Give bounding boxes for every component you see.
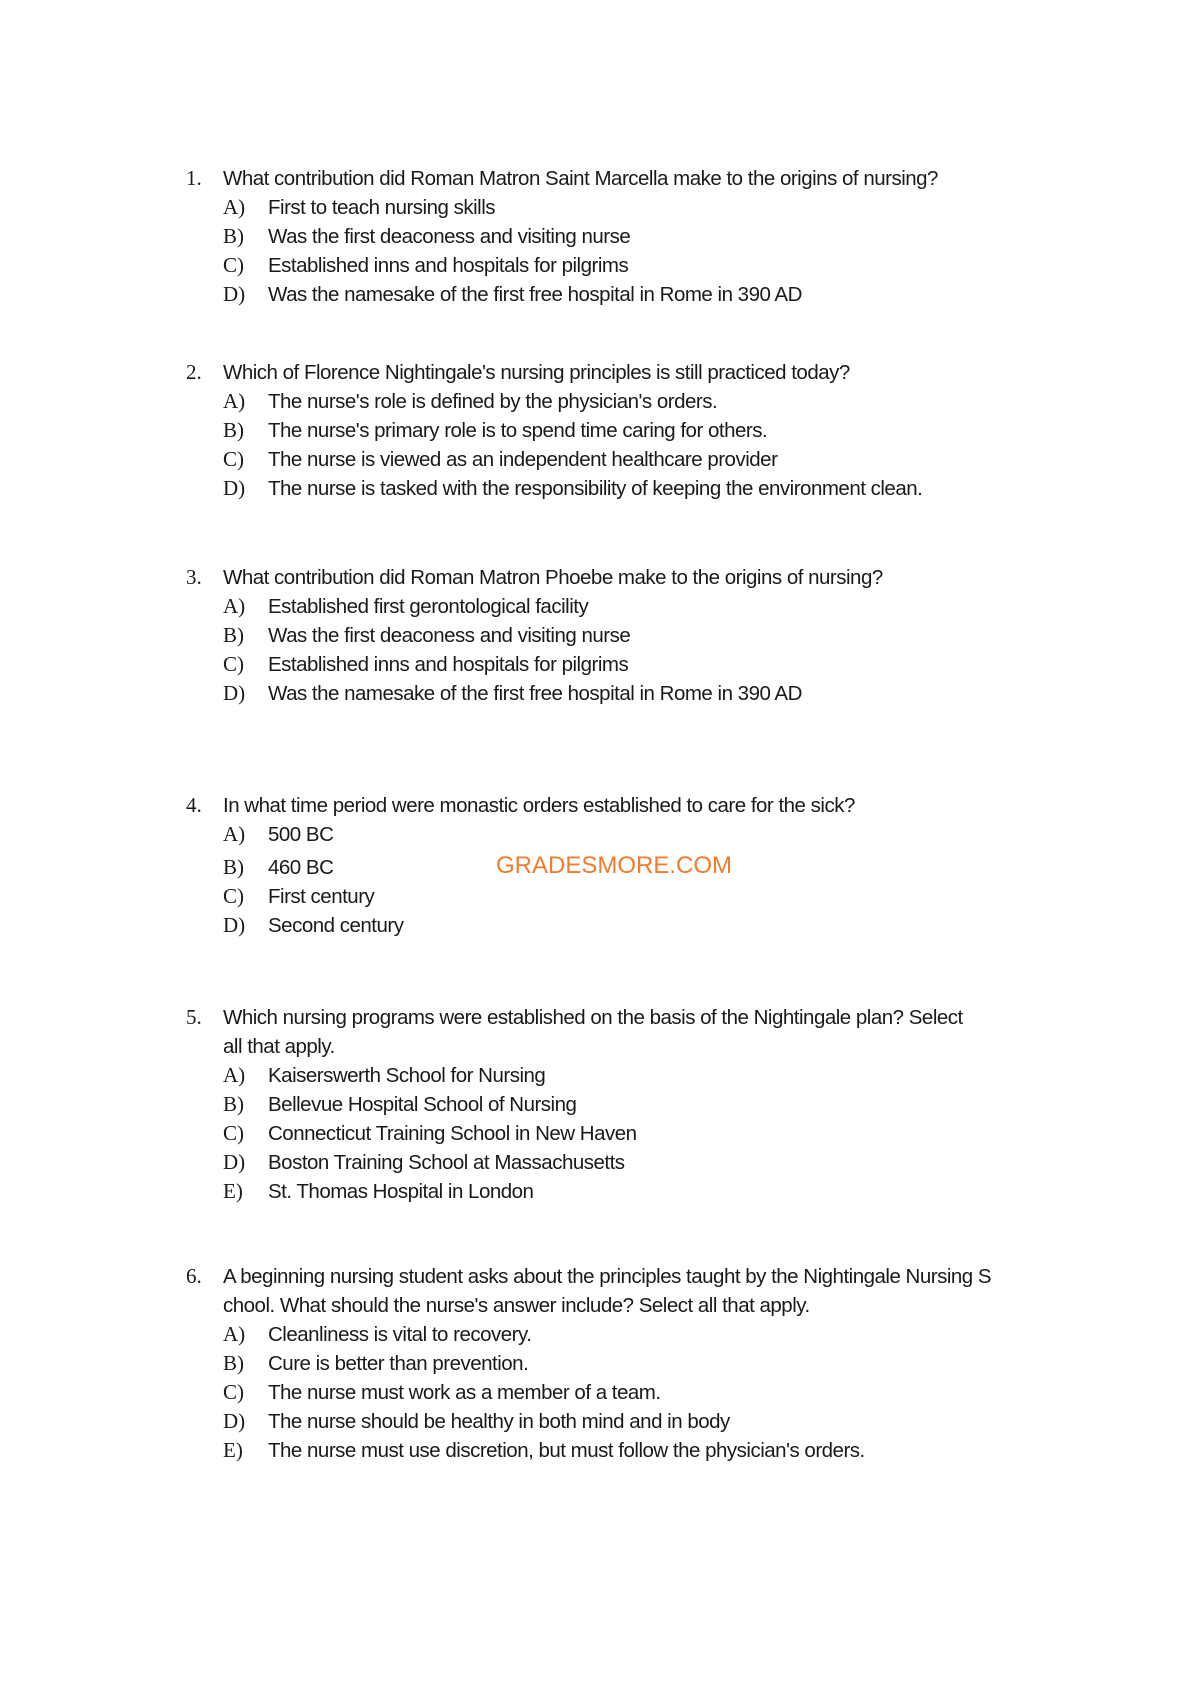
option-letter: B) — [223, 1092, 244, 1116]
question-stem — [186, 791, 1086, 820]
question-number: 5. — [186, 1005, 202, 1029]
option-letter: A) — [223, 389, 246, 413]
option — [186, 1090, 1086, 1119]
option — [186, 387, 1086, 416]
option — [186, 882, 1086, 911]
question-text: What contribution did Roman Matron Saint Marcella make to the origins of nursing? — [223, 167, 938, 190]
option-list — [186, 820, 1086, 940]
option — [186, 1436, 1086, 1465]
question-text: What contribution did Roman Matron Phoebe make to the origins of nursing? — [223, 566, 883, 589]
option-text: Cure is better than prevention. — [268, 1352, 529, 1375]
option-letter: A) — [223, 822, 246, 846]
option-text: Was the namesake of the first free hospital in Rome in 390 AD — [268, 682, 802, 705]
option-letter: D) — [223, 476, 246, 500]
option — [186, 592, 1086, 621]
option — [186, 1061, 1086, 1090]
option-letter: C) — [223, 1380, 244, 1404]
option — [186, 1119, 1086, 1148]
question-stem — [186, 358, 1086, 387]
question-1 — [186, 164, 1086, 309]
option-letter: C) — [223, 1121, 244, 1145]
option-text: 500 BC — [268, 823, 334, 846]
question-text: A beginning nursing student asks about the principles taught by the Nightingale Nursing S chool. What should the nurse's answer include? Select all that apply. — [223, 1265, 992, 1317]
question-5 — [186, 1003, 1086, 1206]
option-letter: D) — [223, 282, 246, 306]
option-text: First century — [268, 885, 375, 908]
option-list — [186, 193, 1086, 309]
question-number: 4. — [186, 793, 202, 817]
option — [186, 474, 1086, 503]
option — [186, 251, 1086, 280]
option-letter: D) — [223, 1150, 246, 1174]
option — [186, 280, 1086, 309]
option — [186, 650, 1086, 679]
option-letter: C) — [223, 447, 244, 471]
option-text: The nurse's role is defined by the physician's orders. — [268, 390, 718, 413]
option-text: The nurse is viewed as an independent healthcare provider — [268, 448, 778, 471]
option-text: Was the namesake of the first free hospital in Rome in 390 AD — [268, 283, 802, 306]
option-letter: B) — [223, 623, 244, 647]
option-text: The nurse's primary role is to spend time caring for others. — [268, 419, 768, 442]
option — [186, 911, 1086, 940]
question-text: In what time period were monastic orders established to care for the sick? — [223, 794, 855, 817]
option — [186, 1349, 1086, 1378]
option-letter: B) — [223, 1351, 244, 1375]
watermark: GRADESMORE.COM — [496, 852, 733, 879]
option — [186, 222, 1086, 251]
option-letter: A) — [223, 594, 246, 618]
option-list — [186, 387, 1086, 503]
option — [186, 820, 1086, 849]
option — [186, 1320, 1086, 1349]
option-text: The nurse must work as a member of a team. — [268, 1381, 661, 1404]
option-text: St. Thomas Hospital in London — [268, 1180, 534, 1203]
option-letter: B) — [223, 418, 244, 442]
option-text: Second century — [268, 914, 404, 937]
option-text: Kaiserswerth School for Nursing — [268, 1064, 546, 1087]
question-text: Which nursing programs were established on the basis of the Nightingale plan? Select all that apply. — [223, 1006, 963, 1058]
option-letter: A) — [223, 1322, 246, 1346]
question-3 — [186, 563, 1086, 708]
question-number: 1. — [186, 166, 202, 190]
option — [186, 1148, 1086, 1177]
option — [186, 445, 1086, 474]
option-letter: C) — [223, 884, 244, 908]
question-6 — [186, 1262, 1086, 1465]
question-number: 3. — [186, 565, 202, 589]
option-text: First to teach nursing skills — [268, 196, 496, 219]
option — [186, 416, 1086, 445]
option — [186, 1407, 1086, 1436]
question-2 — [186, 358, 1086, 503]
question-stem — [186, 1003, 1086, 1061]
option-text: Boston Training School at Massachusetts — [268, 1151, 625, 1174]
option-text: The nurse is tasked with the responsibility of keeping the environment clean. — [268, 477, 923, 500]
option-text: Established inns and hospitals for pilgrims — [268, 653, 629, 676]
option-letter: B) — [223, 224, 244, 248]
question-stem — [186, 164, 1086, 193]
option-letter: E) — [223, 1438, 243, 1462]
option — [186, 1177, 1086, 1206]
option-text: Established inns and hospitals for pilgrims — [268, 254, 629, 277]
option-text: Bellevue Hospital School of Nursing — [268, 1093, 577, 1116]
question-number: 6. — [186, 1264, 202, 1288]
option-list — [186, 1320, 1086, 1465]
option-letter: B) — [223, 855, 244, 879]
option-text: Was the first deaconess and visiting nurse — [268, 225, 631, 248]
option-list — [186, 592, 1086, 708]
option-text: The nurse must use discretion, but must follow the physician's orders. — [268, 1439, 865, 1462]
option-letter: A) — [223, 195, 246, 219]
option-letter: D) — [223, 913, 246, 937]
question-text: Which of Florence Nightingale's nursing principles is still practiced today? — [223, 361, 850, 384]
option — [186, 193, 1086, 222]
option-text: Was the first deaconess and visiting nurse — [268, 624, 631, 647]
question-stem — [186, 563, 1086, 592]
question-stem — [186, 1262, 1086, 1320]
option — [186, 621, 1086, 650]
option-letter: A) — [223, 1063, 246, 1087]
option-letter: E) — [223, 1179, 243, 1203]
option — [186, 679, 1086, 708]
option — [186, 1378, 1086, 1407]
option-letter: C) — [223, 652, 244, 676]
option-text: The nurse should be healthy in both mind and in body — [268, 1410, 730, 1433]
option-text: Cleanliness is vital to recovery. — [268, 1323, 532, 1346]
option-text: 460 BC — [268, 856, 334, 879]
option-list — [186, 1061, 1086, 1206]
option-letter: D) — [223, 681, 246, 705]
option-text: Connecticut Training School in New Haven — [268, 1122, 637, 1145]
option-text: Established first gerontological facility — [268, 595, 589, 618]
option-letter: D) — [223, 1409, 246, 1433]
question-number: 2. — [186, 360, 202, 384]
option-letter: C) — [223, 253, 244, 277]
